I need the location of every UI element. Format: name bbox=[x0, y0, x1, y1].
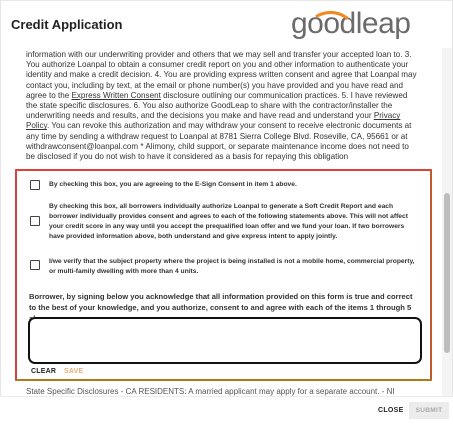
save-signature-button[interactable]: SAVE bbox=[64, 368, 84, 375]
disclosure-line bbox=[26, 121, 430, 131]
submit-button[interactable]: SUBMIT bbox=[409, 402, 449, 419]
property-verify-row bbox=[30, 257, 420, 277]
scrollbar-thumb[interactable] bbox=[444, 193, 450, 353]
esign-consent-row bbox=[30, 180, 420, 190]
express-written-consent-link[interactable]: Express Written Consent bbox=[71, 90, 161, 100]
text-segment: underwriting needs and results, and the decisions you make and have read and understand your bbox=[26, 111, 374, 121]
property-verify-label: I/we verify that the subject property where the project is being installed is not a mobile home, commercial property, or multi-family dwelling with more than 4 units. bbox=[49, 258, 415, 275]
dialog-footer bbox=[0, 396, 453, 425]
soft-credit-label: By checking this box, all borrowers individually authorize Loanpal to generate a Soft Credit Report and each borrower individually provides consent and agrees to each of the following statements above. This will not affect your credit score in any way until you accept the prequalified loan offer and we fund your loan. If two borrowers have provided information above, both understand and give express intent to apply jointly. bbox=[49, 203, 408, 240]
privacy-policy-link-cont[interactable]: Policy bbox=[26, 121, 47, 131]
application-scroll-area[interactable] bbox=[0, 48, 441, 396]
disclosure-line: be disclosed if you do not wish to have it considered as a basis for repaying this obligation bbox=[26, 152, 349, 162]
signature-pad[interactable] bbox=[28, 317, 422, 364]
disclosure-line bbox=[26, 91, 430, 101]
esign-consent-checkbox[interactable] bbox=[30, 180, 40, 190]
soft-credit-checkbox[interactable] bbox=[30, 216, 40, 226]
soft-credit-row bbox=[30, 202, 420, 242]
goodleap-logo bbox=[289, 6, 425, 46]
text-segment: agree to the bbox=[26, 90, 72, 100]
dialog-title: Credit Application bbox=[11, 17, 123, 32]
clear-signature-button[interactable]: CLEAR bbox=[31, 368, 57, 375]
disclosure-line: information with our underwriting provider and others that we may sell and transfer your accepted loan to. 3. bbox=[26, 50, 412, 59]
esign-consent-label: By checking this box, you are agreeing to the E-Sign Consent in item 1 above. bbox=[49, 181, 297, 188]
disclosure-line: You authorize Loanpal to obtain a consumer credit report on you and other information to authenticate your bbox=[26, 60, 409, 70]
signature-instructions: Borrower, by signing below you acknowledge that all information provided on this form is true and correct to the best of your knowledge, and you authorize, consent to and agree with each of the items 1 through 5 bbox=[29, 292, 413, 312]
disclosure-line: withdrawconsent@loanpal.com * Alimony, child support, or separate maintenance income does not need to bbox=[26, 141, 409, 151]
state-disclosures-text: State Specific Disclosures - CA RESIDENTS: A married applicant may apply for a separate account. - NI bbox=[26, 387, 395, 396]
disclosure-line: identity and make a credit decision. 4. You are providing express written consent and agree that Loanpal may bbox=[26, 70, 417, 80]
goodleap-logo-image bbox=[289, 6, 425, 46]
disclosure-line bbox=[26, 111, 430, 121]
privacy-policy-link[interactable]: Privacy bbox=[373, 111, 401, 121]
disclosure-line: the state specific disclosures. 6. You also authorize GoodLeap to share with the contractor/installer the bbox=[26, 101, 393, 111]
text-segment: . You can revoke this authorization and may withdraw your consent to receive electronic documents at bbox=[47, 121, 412, 131]
text-segment: disclosure outlining our communication practices. 5. I have reviewed bbox=[160, 90, 408, 100]
vertical-scrollbar[interactable] bbox=[442, 48, 452, 396]
logo-text: goodleap bbox=[291, 7, 411, 40]
property-verify-checkbox[interactable] bbox=[30, 260, 40, 270]
dialog-header bbox=[0, 0, 453, 48]
disclosure-line: contact you, including by text, at the email or phone number(s) you have provided and you have read and bbox=[26, 80, 404, 90]
disclosure-text bbox=[26, 50, 430, 162]
disclosure-line: any time by sending a withdraw request to Loanpal at 8781 Sierra College Blvd. Roseville, CA, 95661 or at bbox=[26, 131, 408, 141]
close-button[interactable]: CLOSE bbox=[378, 407, 404, 414]
consent-section bbox=[15, 169, 432, 381]
